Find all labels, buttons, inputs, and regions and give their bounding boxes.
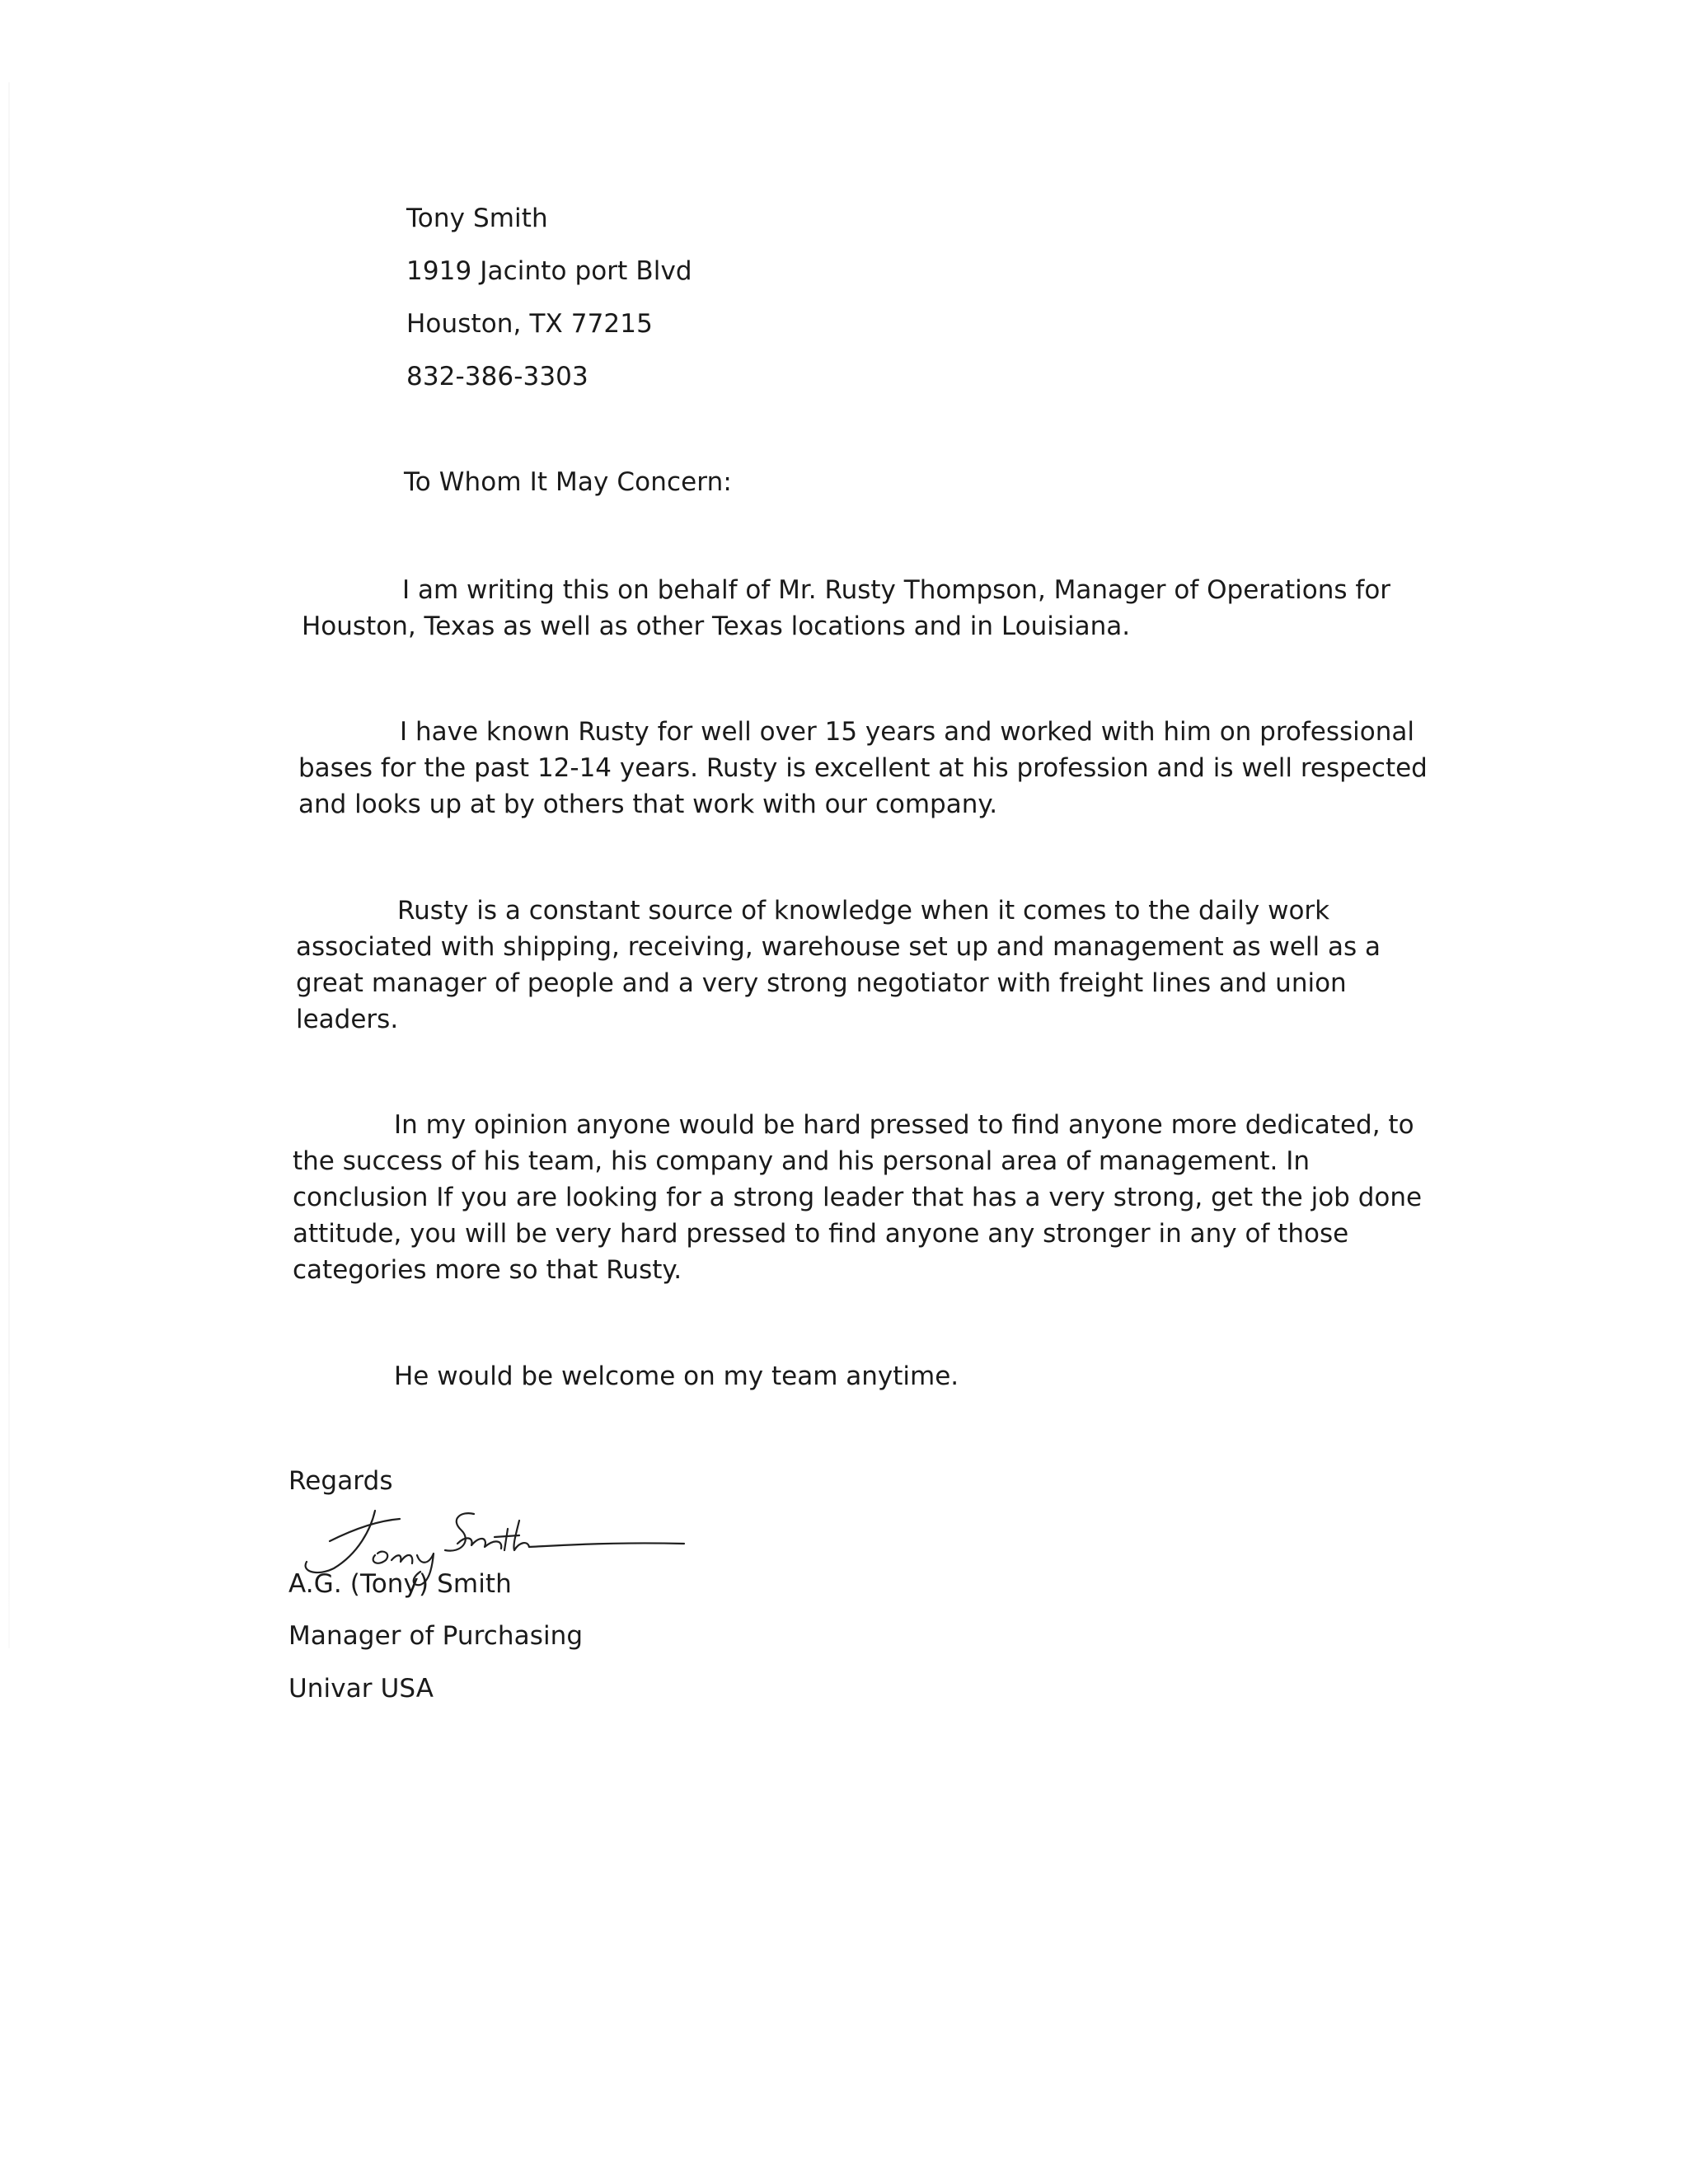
paragraph-3-line-1: Rusty is a constant source of knowledge when it comes to the daily work bbox=[397, 896, 1330, 926]
paragraph-3-line-4: leaders. bbox=[296, 1005, 399, 1034]
paragraph-5-line-1: He would be welcome on my team anytime. bbox=[394, 1361, 959, 1391]
paragraph-2-line-2: bases for the past 12-14 years. Rusty is excellent at his profession and is well respected bbox=[298, 753, 1428, 783]
paragraph-2-line-1: I have known Rusty for well over 15 years and worked with him on professional bbox=[400, 717, 1414, 747]
paragraph-3-line-2: associated with shipping, receiving, warehouse set up and management as well as a bbox=[296, 932, 1381, 962]
scan-edge bbox=[8, 82, 10, 1648]
paragraph-4-line-5: categories more so that Rusty. bbox=[293, 1255, 682, 1285]
sender-address-line2: Houston, TX 77215 bbox=[406, 309, 653, 339]
paragraph-1-line-2: Houston, Texas as well as other Texas locations and in Louisiana. bbox=[302, 612, 1131, 641]
sender-address-line1: 1919 Jacinto port Blvd bbox=[406, 256, 692, 286]
closing: Regards bbox=[288, 1466, 393, 1496]
sender-name: Tony Smith bbox=[406, 204, 548, 233]
paragraph-4-line-4: attitude, you will be very hard pressed to find anyone any stronger in any of those bbox=[293, 1219, 1349, 1249]
paragraph-4-line-2: the success of his team, his company and his personal area of management. In bbox=[293, 1146, 1311, 1176]
paragraph-4-line-3: conclusion If you are looking for a strong leader that has a very strong, get the job done bbox=[293, 1183, 1423, 1212]
paragraph-2-line-3: and looks up at by others that work with our company. bbox=[298, 790, 998, 819]
sender-phone: 832-386-3303 bbox=[406, 362, 588, 391]
signatory-company: Univar USA bbox=[288, 1674, 434, 1704]
paragraph-3-line-3: great manager of people and a very strong negotiator with freight lines and union bbox=[296, 968, 1347, 998]
signatory-name: A.G. (Tony) Smith bbox=[288, 1569, 512, 1599]
salutation: To Whom It May Concern: bbox=[404, 467, 732, 497]
paragraph-1-line-1: I am writing this on behalf of Mr. Rusty Thompson, Manager of Operations for bbox=[402, 575, 1391, 605]
signatory-title: Manager of Purchasing bbox=[288, 1621, 584, 1651]
paragraph-4-line-1: In my opinion anyone would be hard pressed to find anyone more dedicated, to bbox=[394, 1110, 1414, 1140]
